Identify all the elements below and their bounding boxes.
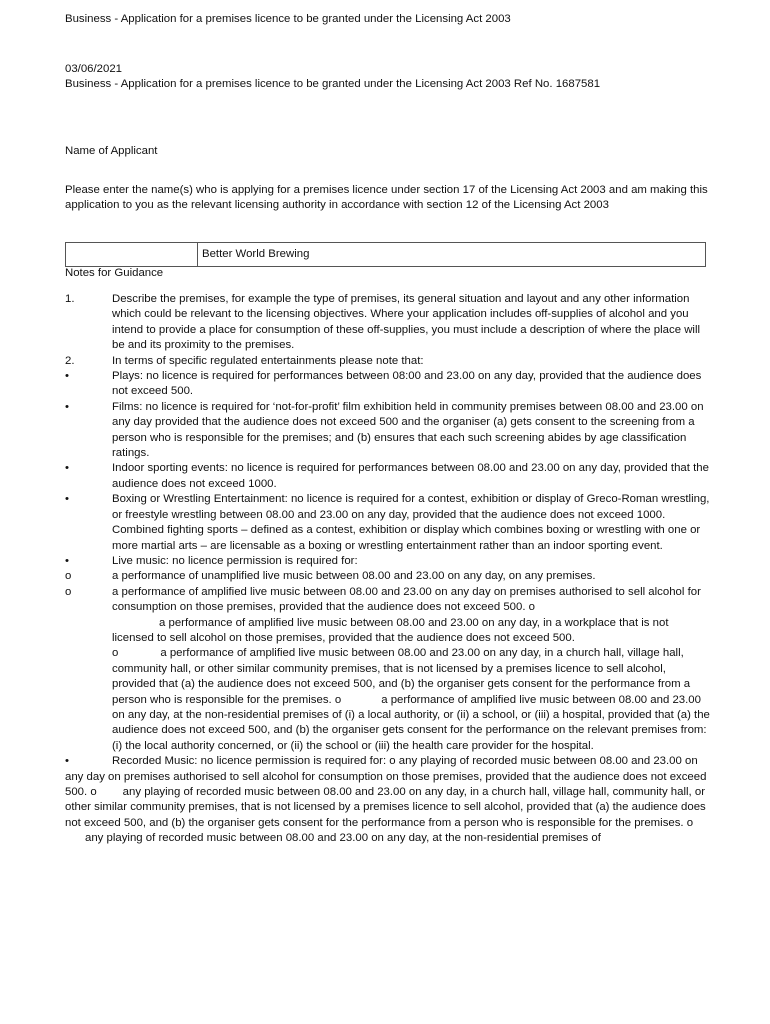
list-item <box>65 569 710 584</box>
list-marker: 1. <box>65 293 75 305</box>
list-marker: o <box>112 647 119 660</box>
list-item <box>65 585 710 754</box>
list-item-text: Boxing or Wrestling Entertainment: no licence is required for a contest, exhibition or display of Greco-Roman wrestling, or freestyle wrestling between 08.00 and 23.00 on any day, provided that the audience does not exceed 1000. Combined fighting sports – defined as a contest, exhibition or display which combines boxing or wrestling with one or more martial arts – are licensable as a boxing or wrestling entertainment rather than an indoor sporting event. <box>112 493 710 552</box>
list-marker: • <box>65 462 69 475</box>
table-divider <box>197 243 198 266</box>
section-heading-applicant: Name of Applicant <box>65 145 158 157</box>
list-item-text: a performance of amplified live music between 08.00 and 23.00 on any day, in a church hall, village hall, community hall, or other similar community premises, that is not licensed by a premises licence to sell alcohol, provided that (a) the audience does not exceed 500, and (b) the organiser gets consent for the performance from a person who is responsible for the premises. o <box>112 647 691 706</box>
list-item <box>65 461 710 492</box>
list-item-text: any playing of recorded music between 08.00 and 23.00 on any day, at the non-residential premises of <box>85 832 601 845</box>
list-item-text: Films: no licence is required for ‘not-for-profit’ film exhibition held in community premises between 08.00 and 23.00 on any day provided that the audience does not exceed 500 and the organiser (a) gets consent to the screening from a person who is responsible for the premises; and (b) ensures that each such screening abides by age classification ratings. <box>112 400 704 460</box>
list-marker: • <box>65 400 69 413</box>
list-item <box>65 554 710 569</box>
list-marker: • <box>65 370 69 383</box>
list-item-text: a performance of amplified live music between 08.00 and 23.00 on any day, at the non-residential premises of (i) a local authority, or (ii) a school, or (iii) a hospital, provided that (a) the audience does not exceed 500, and (b) the organiser gets consent for the performance on the relevant premises from: (i) the local authority concerned, or (ii) the school or (iii) the health care provider for the hospital. <box>112 693 710 752</box>
list-item-text: a performance of amplified live music between 08.00 and 23.00 on any day, in a workplace that is not licensed to sell alcohol on those premises, provided that the audience does not exceed 500. <box>112 616 669 644</box>
list-item-recorded-music <box>65 754 710 846</box>
list-marker: • <box>65 554 69 567</box>
list-item <box>65 354 710 369</box>
list-marker: o <box>65 570 72 583</box>
document-date: 03/06/2021 <box>65 63 123 75</box>
list-item <box>65 492 710 554</box>
applicant-intro: Please enter the name(s) who is applying for a premises licence under section 17 of the Licensing Act 2003 and am making this application to you as the relevant licensing authority in accordance with section 12 of the Licensing Act 2003 <box>65 184 708 212</box>
list-marker: • <box>65 493 69 506</box>
list-item-text: Describe the premises, for example the type of premises, its general situation and layout and any other information which could be relevant to the licensing objectives. Where your application includes off-supplies of alcohol and you intend to provide a place for consumption of these off-supplies, you must include a description of where the place will be and its proximity to the premises. <box>112 293 701 352</box>
list-item <box>65 369 710 400</box>
list-item-text: Recorded Music: no licence permission is required for: o any playing of recorded music between 08.00 and 23.00 on any day on premises authorised to sell alcohol for consumption on those premises, provided that the audience does not exceed 500. o <box>65 755 707 798</box>
list-item <box>65 292 710 354</box>
applicant-name-value: Better World Brewing <box>202 248 310 260</box>
reference-line: Business - Application for a premises licence to be granted under the Licensing Act 2003 Ref No. 1687581 <box>65 78 601 90</box>
list-item-text: Plays: no licence is required for performances between 08:00 and 23.00 on any day, provided that the audience does not exceed 500. <box>112 370 702 398</box>
notes-list <box>65 292 710 847</box>
list-item-text: a performance of unamplified live music between 08.00 and 23.00 on any day, on any premises. <box>112 570 596 583</box>
list-marker: • <box>65 755 69 768</box>
list-item <box>65 400 710 462</box>
list-item-text: In terms of specific regulated entertainments please note that: <box>112 354 424 367</box>
list-item-text: Indoor sporting events: no licence is required for performances between 08.00 and 23.00 on any day, provided that the audience does not exceed 1000. <box>112 462 709 490</box>
list-item-text: a performance of amplified live music between 08.00 and 23.00 on any day on premises authorised to sell alcohol for consumption on those premises, provided that the audience does not exceed 500. o <box>112 585 701 614</box>
notes-heading: Notes for Guidance <box>65 267 164 279</box>
applicant-name-table <box>65 242 706 267</box>
document-header: Business - Application for a premises licence to be granted under the Licensing Act 2003 <box>65 13 511 25</box>
list-marker: 2. <box>65 354 75 367</box>
list-item-text: Live music: no licence permission is required for: <box>112 554 358 567</box>
list-marker: o <box>65 585 72 598</box>
list-item-text: any playing of recorded music between 08.00 and 23.00 on any day, in a church hall, village hall, community hall, or other similar community premises, that is not licensed by a premises licence to sell alcohol, provided that (a) the audience does not exceed 500, and (b) the organiser gets consent for the performance from a person who is responsible for the premises. o <box>65 786 706 829</box>
